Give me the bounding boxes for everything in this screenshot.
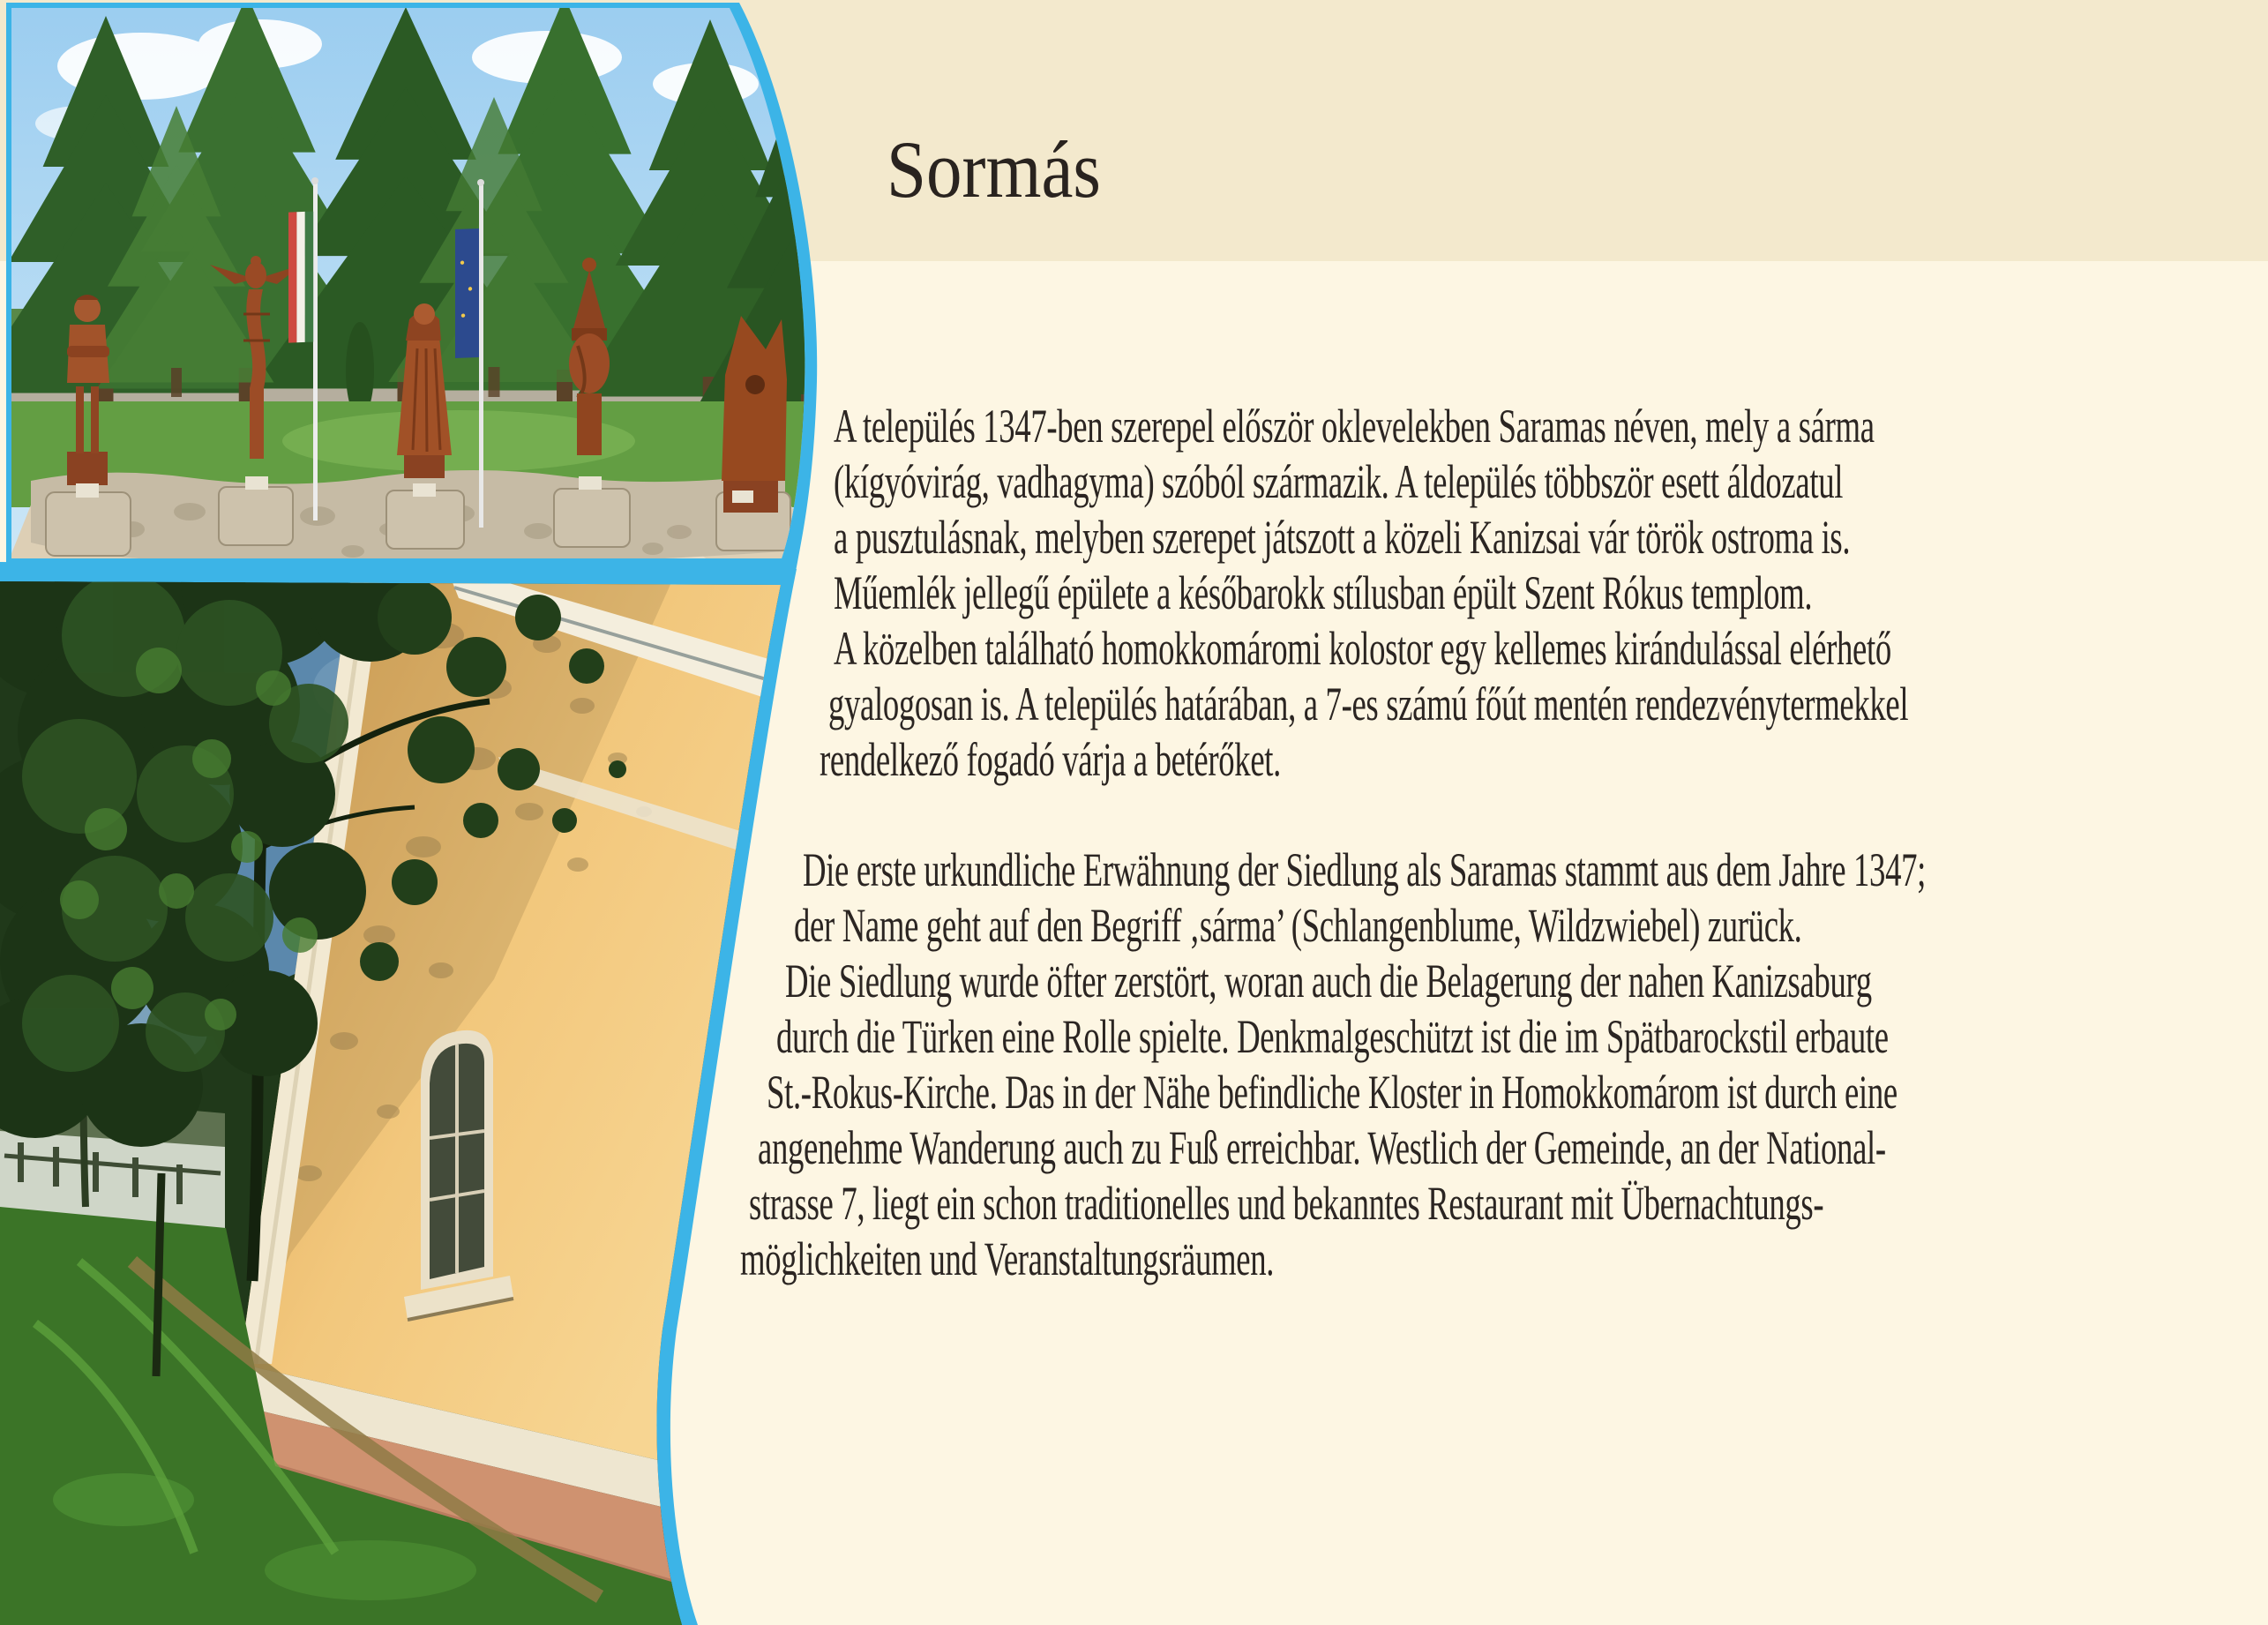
page-title: Sormás — [887, 124, 1101, 214]
text-line: Die Siedlung wurde öfter zerstört, woran auch die Belagerung der nahen Kanizsaburg — [784, 955, 1872, 1007]
text-line: a pusztulásnak, melyben szerepet játszott a közeli Kanizsai vár török ostroma is. — [834, 511, 1851, 564]
text-line: möglichkeiten und Veranstaltungsräumen. — [740, 1232, 1275, 1285]
text-line: A település 1347-ben szerepel először oklevelekben Saramas néven, mely a sárma — [834, 400, 1875, 453]
text-line: A közelben található homokkomáromi kolostor egy kellemes kirándulással elérhető — [834, 622, 1891, 675]
text-line: Műemlék jellegű épülete a későbarokk stílusban épült Szent Rókus templom. — [834, 566, 1813, 619]
text-line: (kígyóvirág, vadhagyma) szóból származik. A település többször esett áldozatul — [834, 455, 1844, 508]
text-line: Die erste urkundliche Erwähnung der Siedlung als Saramas stammt aus dem Jahre 1347; — [803, 843, 1927, 896]
swoosh-text-wrap-spacer — [0, 0, 834, 1625]
text-line: rendelkező fogadó várja a betérőket. — [820, 733, 1282, 786]
text-line: strasse 7, liegt ein schon traditionelles und bekanntes Restaurant mit Übernachtungs- — [749, 1177, 1824, 1230]
text-line: St.-Rokus-Kirche. Das in der Nähe befindliche Kloster in Homokkomárom ist durch eine — [767, 1066, 1898, 1119]
text-line: der Name geht auf den Begriff ‚sárma’ (Schlangenblume, Wildzwiebel) zurück. — [794, 899, 1802, 952]
text-line: durch die Türken eine Rolle spielte. Denkmalgeschützt ist die im Spätbarockstil erbaute — [775, 1010, 1889, 1063]
text-line: gyalogosan is. A település határában, a 7-es számú főút mentén rendezvénytermekkel — [828, 678, 1909, 730]
text-line: angenehme Wanderung auch zu Fuß erreichbar. Westlich der Gemeinde, an der National- — [758, 1121, 1887, 1174]
